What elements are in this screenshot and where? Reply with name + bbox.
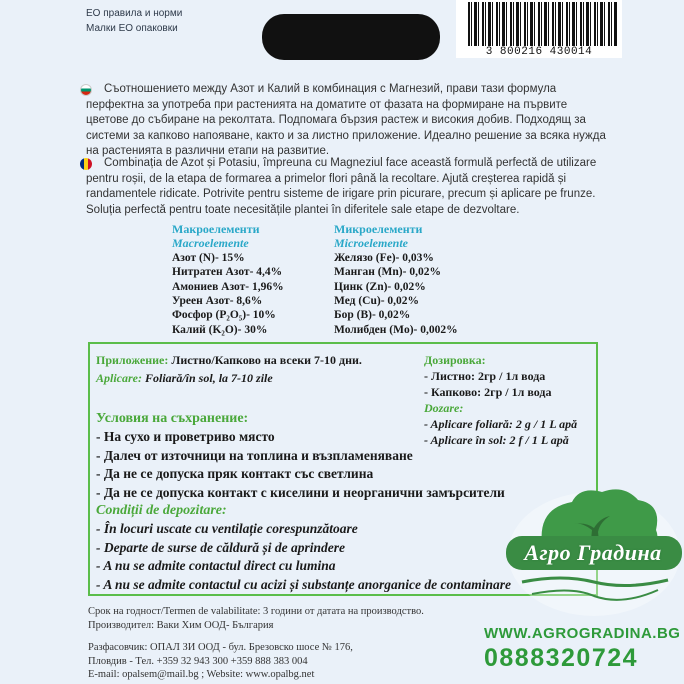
micro-heading-bg: Микроелементи [334,222,423,236]
storage-item-ro: - A nu se admite contactul cu acizi și substanțe anorganice de contaminare [96,576,512,592]
storage-item-ro: - În locuri uscate cu ventilație corespunzătoare [96,521,358,537]
distributor [88,641,353,682]
macro-elements [172,222,284,337]
storage-heading-ro: Condiții de depozitare: [96,503,227,519]
dosage-item-bg: - Листно: 2гр / 1л вода [424,369,546,383]
description-ro: Combinația de Azot și Potasiu, împreuna cu Magneziul face această formulă perfectă de utilizare pentru roșii, de la etapa de formarea a primelor flori până la recoltare. Ajută creșterea rapidă și randamentele ridicate. Potrivite pentru sisteme de irigare prin picurare, precum și aplicare pe frunze. Soluția perfectă pentru toate necesitățile plantei în diferitele sale etape de dezvoltare. [86,157,597,216]
macro-item: Нитратен Азот- 4,4% [172,266,283,279]
storage-item-bg: - Да не се допуска контакт с киселини и неорганични замърсители [96,484,505,500]
macro-item: Азот (N)- 15% [172,251,245,264]
dosage-label-bg: Дозировка: [424,353,486,367]
phone-number[interactable]: 0888320724 [484,644,639,672]
storage-item-bg: - Далеч от източници на топлина и възпламеняване [96,447,413,463]
micro-item: Молибден (Mo)- 0,002% [334,323,458,336]
micro-elements [334,222,458,337]
eu-packaging-note: Малки ЕО опаковки [86,23,178,34]
micro-item: Желязо (Fe)- 0,03% [334,251,434,264]
barcode-bars [468,2,618,46]
macro-item: Калий (K₂O)- 30% [172,323,268,336]
macro-item: Фосфор (P₂O₅)- 10% [172,309,276,322]
application-label-ro: Aplicare: [96,371,142,385]
application-value-bg: Листно/Капково на всеки 7-10 дни. [171,353,362,367]
storage-conditions [96,410,511,594]
storage-item-ro: - A nu se admite contactul direct cu lumina [96,558,336,574]
dosage-item-ro: - Aplicare în sol: 2 f / 1 L apă [424,433,569,447]
description-bg: Съотношението между Азот и Калий в комбинация с Магнезий, прави тази формула перфектна за употреба при растенията на доматите от фазата на формиране на първите цветове до събиране на реколтата. Подпомага бързия растеж и високия добив. Подходящ за системи за капково напояване, както и за листно приложение. Идеално решение за всяка нужда на растенията в различни етапи на развитие. [86,83,606,157]
shelf-life: Срок на годност/Termen de valabilitate: 3 години от датата на производство. [88,606,424,617]
application-bg [96,352,362,368]
dosage-item-ro: - Aplicare foliară: 2 g / 1 L apă [424,417,578,431]
barcode-digits: 3 800216 430014 [485,46,593,58]
macro-heading-ro: Macroelemente [172,236,249,251]
logo-text: Агро Градина [524,540,662,565]
distributor-line: E-mail: opalsem@mail.bg ; Website: www.opalbg.net [88,669,315,680]
top-notes [86,6,182,36]
micro-heading-ro: Microelemente [334,236,408,251]
micro-item: Цинк (Zn)- 0,02% [334,280,426,293]
barcode [456,0,622,58]
website-link[interactable]: WWW.AGROGRADINA.BG [484,625,681,642]
micro-item: Бор (B)- 0,02% [334,309,411,322]
storage-item-bg: - На сухо и проветриво място [96,429,275,445]
storage-item-bg: - Да не се допуска пряк контакт със светлина [96,466,374,482]
application-label-bg: Приложение: [96,353,169,367]
distributor-line: Пловдив - Тел. +359 32 943 300 +359 888 383 004 [88,655,308,667]
dosage-label-ro: Dozare: [424,401,464,415]
storage-item-ro: - Departe de surse de căldură și de aprindere [96,539,345,555]
eu-rules-note: ЕО правила и норми [86,8,183,19]
macro-item: Амониев Азот- 1,96% [172,280,284,293]
application-ro [96,370,273,386]
distributor-line: Разфасовчик: ОПАЛ ЗИ ООД - бул. Брезовско шосе № 176, [88,642,353,653]
micro-item: Мед (Cu)- 0,02% [334,295,420,308]
hang-hole [262,14,440,60]
macro-heading-bg: Макроелементи [172,222,260,236]
application-value-ro: Foliară/în sol, la 7-10 zile [145,371,273,385]
producer: Производител: Ваки Хим ООД- България [88,620,274,631]
micro-item: Манган (Mn)- 0,02% [334,266,441,279]
agrogradina-logo [502,478,684,618]
storage-heading-bg: Условия на съхранение: [96,411,249,426]
dosage-item-bg: - Капково: 2гр / 1л вода [424,385,552,399]
macro-item: Уреен Азот- 8,6% [172,295,263,308]
